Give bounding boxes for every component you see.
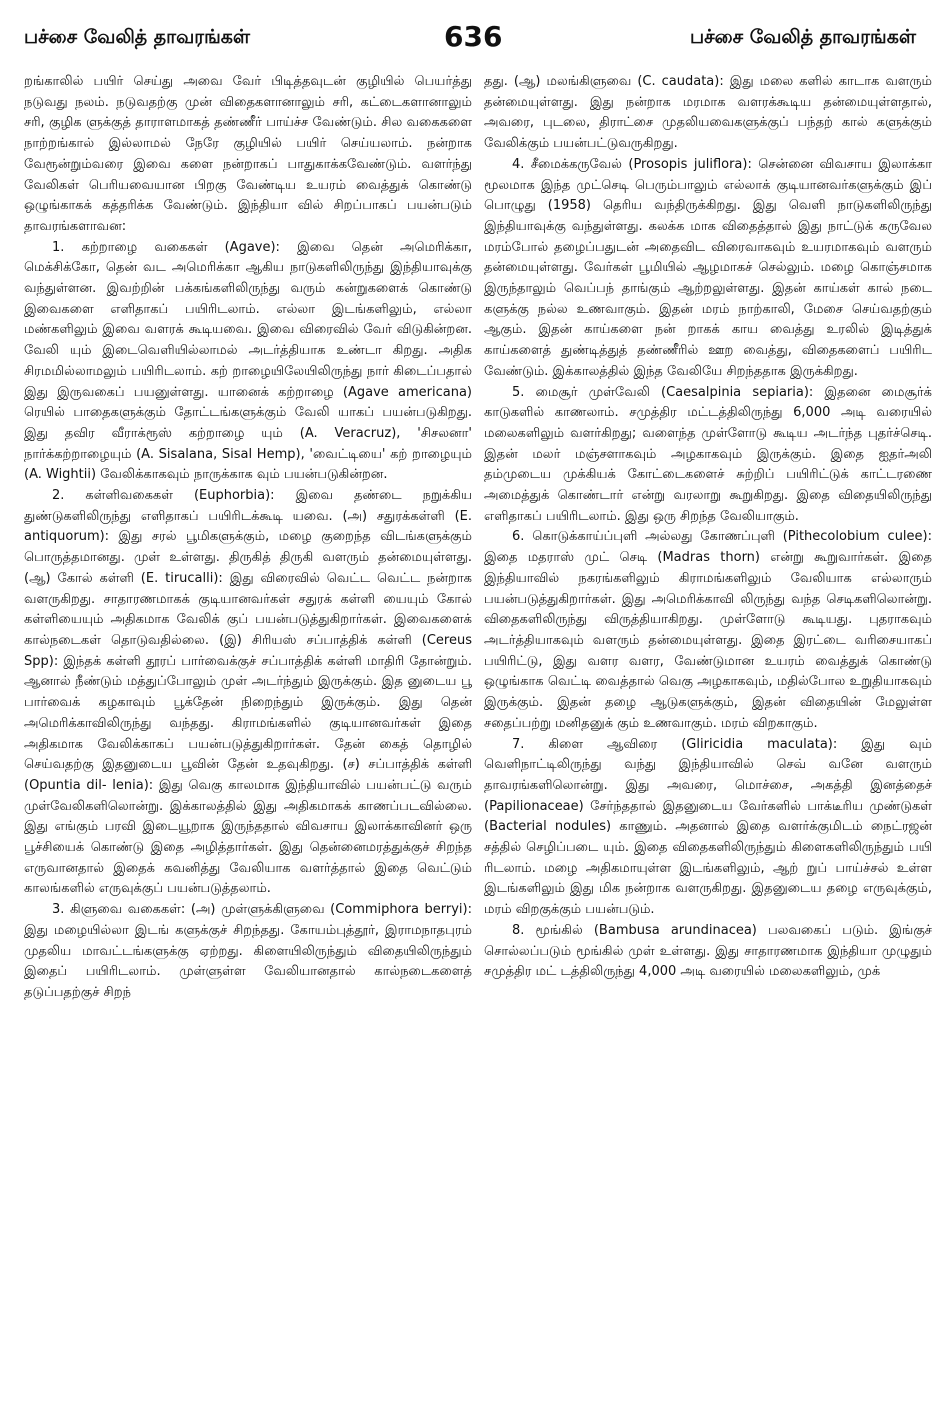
running-title-right: பச்சை வேலித் தாவரங்கள்: [689, 26, 916, 48]
paragraph-pithecolobium: 6. கொடுக்காய்ப்புளி அல்லது கோணப்புளி (Pithecolobium culee): இதை மதராஸ் முட் செடி (Madras thorn) என்று கூறுவார்கள். இதை இந்தியாவில் நகரங்களிலும் கிராமங்களிலும் வேலியாக எல்லாரும் பயன்படுத்துகிறார்கள். இது அமெரிக்காவி லிருந்து வந்த செடிகளிலொன்று. விதைகளிலிருந்து விருத்தியாகிறது. முள்ளோடு கூடியது. புதராகவும் அடர்த்தியாகவும் வளரும் தன்மையுள்ளது. இதை இரட்டை வரிசையாகப் பயிரிட்டு, இது வளர வளர, வேண்டுமான உயரம் வைத்துக் கொண்டு ஒழுங்காக வெட்டி வைத்தால் வெகு அழகாகவும், மதில்போல உறுதியாகவும் இருக்கும். இதன் தழை ஆடுகளுக்கும், இதன் விதையின் மேலுள்ள சதைப்பற்று மனிதனுக் கும் உணவாகும். மரம் விறகாகும்.: [484, 529, 932, 731]
paragraph-gliricidia: 7. கிளை ஆவிரை (Gliricidia maculata): இது வும் வெளிநாட்டிலிருந்து வந்து இந்தியாவில் செவ் வனே வளரும் தாவரங்களிலொன்று. இது அவரை, மொச்சை, அகத்தி இனத்தைச் (Papilionaceae) சேர்ந்ததால் இதனுடைய வேர்களில் பாக்டீரிய முண்டுகள் (Bacterial nodules) காணும். அதனால் இதை வளர்க்குமிடம் நைட்ரஜன் சத்தில் செழிப்படை யும். இதை விதைகளிலிருந்தும் கிளைகளிலிருந்தும் பயி ரிடலாம். மழை அதிகமாயுள்ள இடங்களிலும், ஆற் றுப் பாய்ச்சல் உள்ள இடங்களிலும் இது மிக நன்றாக வளருகிறது. இதனுடைய தழை எருவுக்கும், மரம் விறகுக்கும் பயன்படும்.: [484, 736, 932, 918]
page-header: [24, 18, 916, 58]
paragraph-commiphora-continued: தது. (ஆ) மலங்கிளுவை (C. caudata): இது மலை களில் காடாக வளரும் தன்மையுள்ளது. இது நன்றாக மரமாக வளரக்கூடிய தன்மையுள்ளதால், அவரை, புடலை, திராட்சை முதலியவைகளுக்குப் பந்தற் கால் களுக்கும் வேலிக்கும் பயன்பட்டுவருகிறது.: [484, 74, 932, 152]
paragraph-intro-continued: றங்காலில் பயிர் செய்து அவை வேர் பிடித்தவுடன் குழியில் பெயர்த்து நடுவது நலம். நடுவதற்கு முன் விதைகளானாலும் சரி, கட்டைகளானாலும் சரி, குழிக ளுக்குத் தாராளமாகத் தண்ணீர் பாய்ச்ச வேண்டும். சில வகைகளை நாற்றங்கால் இல்லாமல் நேரே குழியில் பயிர் செய்யலாம். நன்றாக வேரூன்றும்வரை இவை களை நன்றாகப் பாதுகாக்கவேண்டும். வளர்ந்து வேலிகள் பெரியவையான பிறகு வேண்டிய உயரம் வைத்துக் கொண்டு ஒழுங்காகக் கத்தரிக்க வேண்டும். இந்தியா வில் சிறப்பாகப் பயன்படும் தாவரங்களாவன:: [24, 74, 472, 234]
left-column: [24, 72, 472, 1004]
right-column: [484, 72, 932, 983]
paragraph-bambusa: 8. மூங்கில் (Bambusa arundinacea) பலவகைப் படும். இங்குச் சொல்லப்படும் மூங்கில் முள் உள்ளது. இது சாதாரணமாக இந்தியா முழுதும் சமுத்திர மட் டத்திலிருந்து 4,000 அடி வரையில் மலைகளிலும், முக்: [484, 922, 932, 980]
paragraph-euphorbia: 2. கள்ளிவகைகள் (Euphorbia): இவை தண்டை நறுக்கிய துண்டுகளிலிருந்து எளிதாகப் பயிரிடக்கூடி யவை. (அ) சதுரக்கள்ளி (E. antiquorum): இது சரல் பூமிகளுக்கும், மழை குறைந்த விடங்களுக்கும் பொருத்தமானது. முள் உள்ளது. திருகித் திருகி வளரும் தன்மையுள்ளது. (ஆ) கோல் கள்ளி (E. tirucalli): இது விரைவில் வெட்ட வெட்ட நன்றாக வளருகிறது. சாதாரணமாகக் குடியானவர்கள் சதுரக் கள்ளி யையும் கோல் கள்ளியையும் அதிகமாக வேலிக் குப் பயன்படுத்துகிறார்கள். இவைகளைக் கால்நடைகள் தொடுவதில்லை. (இ) சிரியஸ் சப்பாத்திக் கள்ளி (Cereus Spp): இந்தக் கள்ளி தூரப் பார்வைக்குச் சப்பாத்திக் கள்ளி மாதிரி தோன்றும். ஆனால் நீண்டும் மத்துப்போலும் முள் அடர்ந்தும் இருக்கும். இத னுடைய பூ பார்வைக் கழகாவும் பூக்தேன் நிறைந்தும் இருக்கும். இது தென் அமெரிக்காவிலிருந்து வந்தது. கிராமங்களில் குடியானவர்கள் இதை அதிகமாக வேலிக்காகப் பயன்படுத்துகிறார்கள். தேன் கைத் தொழில் செய்வதற்கு இதனுடைய பூவின் தேன் உதவுகிறது. (ச) சப்பாத்திக் கள்ளி (Opuntia dil- lenia): இது வெகு காலமாக இந்தியாவில் பயன்பட்டு வரும் முள்வேலிகளிலொன்று. இக்காலத்தில் இது அதிகமாகக் காணப்படவில்லை. இது எங்கும் பரவி இடையூறாக இருந்ததால் விவசாய இலாக்காவினர் ஒரு பூச்சியைக் கொண்டு இதை அழித்தார்கள். இது தென்னைமரத்துக்குச் சிறந்த எருவானதால் இதைக் கவனித்து வேலியாக வளர்த்தால் இதை வெட்டும் காலங்களில் எருவுக்குப் பயன்படுத்தலாம்.: [24, 488, 472, 897]
paragraph-prosopis: 4. சீமைக்கருவேல் (Prosopis juliflora): சென்னை விவசாய இலாக்கா மூலமாக இந்த முட்செடி பெரும்பாலும் எல்லாக் குடியானவர்களுக்கும் இப் பொழுது (1958) தெரிய வந்திருக்கிறது. இது வெளி நாடுகளிலிருந்து இந்தியாவுக்கு வந்துள்ளது. கலக்க மாக விதைத்தால் இது நாட்டுக் கருவேல மரம்போல் தழைப்பதுடன் அதைவிட விரைவாகவும் உயரமாகவும் வளரும் தன்மையுள்ளது. வேர்கள் பூமியில் ஆழமாகச் செல்லும். மழை கொஞ்சமாக இருந்தாலும் வெப்பந் தாங்கும் ஆற்றலுள்ளது. இதன் காய்கள் கால் நடை களுக்கு நல்ல உணவாகும். இதன் மரம் நாற்காலி, மேசை செய்வதற்கும் ஆகும். இதன் காய்களை நன் றாகக் காய வைத்து உரலில் இடித்துக் காய்களைத் துண்டித்துத் தண்ணீரில் ஊற வைத்து, விதைகளைப் பயிரிட வேண்டும். இக்காலத்தில் இந்த வேலியே சிறந்ததாக இருக்கிறது.: [484, 156, 932, 379]
running-title-left: பச்சை வேலித் தாவரங்கள்: [24, 26, 251, 48]
page-number: 636: [444, 20, 503, 53]
paragraph-caesalpinia: 5. மைசூர் முள்வேலி (Caesalpinia sepiaria): இதனை மைசூர்க் காடுகளில் காணலாம். சமுத்திர மட்டத்திலிருந்து 6,000 அடி வரையில் மலைகளிலும் வளர்கிறது; வளைந்த முள்ளோடு கூடிய அடர்ந்த புதர்ச்செடி. இதன் மலர் மஞ்சளாகவும் அழகாகவும் இருக்கும். இதை ஐதர்அலி தம்முடைய முக்கியக் கோட்டைகளைச் சுற்றிப் பயிரிட்டுக் காட்டரணை அமைத்துக் கொண்டார் என்று வரலாறு கூறுகிறது. இதை விதையிலிருந்து எளிதாகப் பயிரிடலாம். இது ஒரு சிறந்த வேலியாகும்.: [484, 384, 932, 524]
paragraph-agave: 1. கற்றாழை வகைகள் (Agave): இவை தென் அமெரிக்கா, மெக்சிக்கோ, தென் வட அமெரிக்கா ஆகிய நாடுகளிலிருந்து இந்தியாவுக்கு வந்துள்ளன. இவற்றின் பக்கங்களிலிருந்து வரும் கன்றுகளைக் கொண்டு இவைகளை எளிதாகப் பயிரிடலாம். எல்லா இடங்களிலும், எல்லா மண்களிலும் இவை வளரக் கூடியவை. இவை விரைவில் வேர் விடுகின்றன. வேலி யும் இடைவெளியில்லாமல் அடர்த்தியாக உண்டா கிறது. அதிக சிரமமில்லாமலும் பயிரிடலாம். கற் றாழையிலேயிலிருந்து நார் கிடைப்பதால் இது இருவகைப் பயனுள்ளது. யானைக் கற்றாழை (Agave americana) ரெயில் பாதைகளுக்கும் தோட்டங்களுக்கும் வேலி யாகப் பயன்படுகிறது. இது தவிர வீராக்ரூஸ் கற்றாழை யும் (A. Veracruz), 'சிசலனா' நார்க்கற்றாழையும் (A. Sisalana, Sisal Hemp), 'வைட்டியை' கற் றாழையும் (A. Wightii) வேலிக்காகவும் நாருக்காக வும் பயன்படுகின்றன.: [24, 239, 472, 483]
paragraph-commiphora: 3. கிளுவை வகைகள்: (அ) முள்ளுக்கிளுவை (Commiphora berryi): இது மழையில்லா இடங் களுக்குச் சிறந்தது. கோயம்புத்தூர், இராமநாதபுரம் முதலிய மாவட்டங்களுக்கு ஏற்றது. கிளையிலிருந்தும் விதையிலிருந்தும் இதைப் பயிரிடலாம். முள்ளுள்ள வேலியானதால் கால்நடைகளைத் தடுப்பதற்குச் சிறந்: [24, 902, 472, 1000]
